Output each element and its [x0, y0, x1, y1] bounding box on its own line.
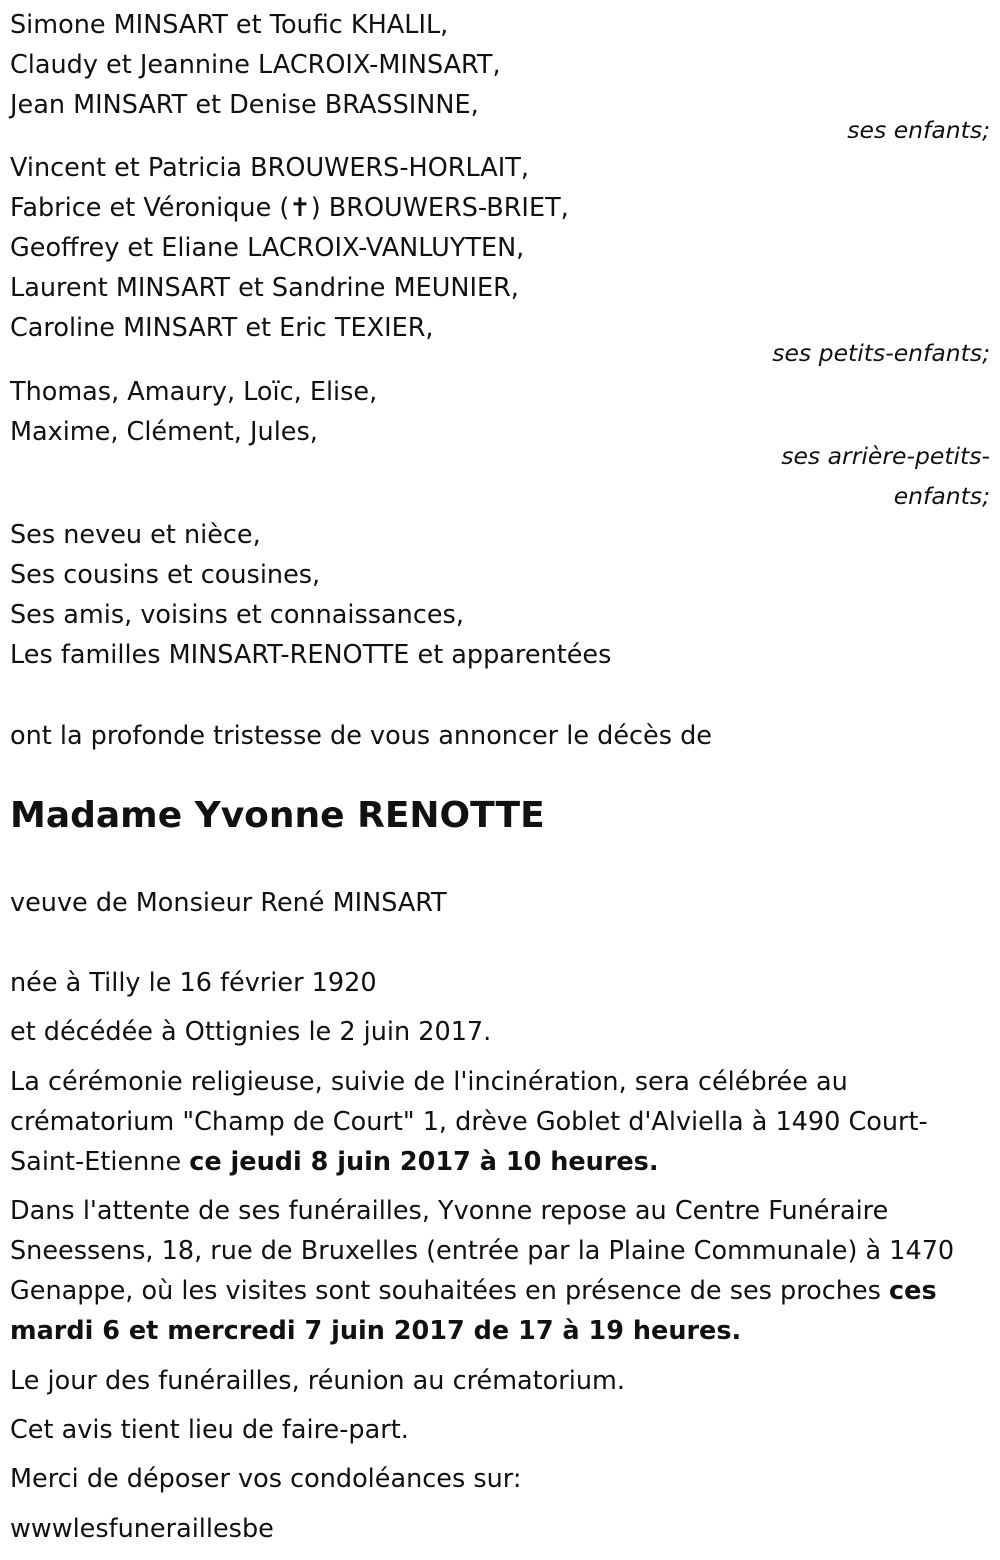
grandchildren-list — [10, 148, 990, 348]
grandchildren-role: ses petits-enfants; — [772, 339, 990, 367]
great-grandchildren-role-line1: ses arrière-petits- — [781, 442, 990, 470]
children-role: ses enfants; — [847, 116, 990, 144]
condolences-text: Merci de déposer vos condoléances sur: — [10, 1464, 522, 1494]
grandchildren-line: Fabrice et Véronique (✝) BROUWERS-BRIET, — [10, 193, 569, 223]
great-grandchildren-line: Thomas, Amaury, Loïc, Elise, — [10, 377, 378, 407]
website — [10, 1509, 990, 1549]
visits-paragraph — [10, 1191, 990, 1351]
condolences — [10, 1459, 990, 1499]
others-line: Ses cousins et cousines, — [10, 560, 321, 590]
website-link[interactable]: wwwlesfuneraillesbe — [10, 1514, 274, 1544]
others-line: Les familles MINSART-RENOTTE et apparentées — [10, 640, 612, 670]
meeting — [10, 1361, 990, 1401]
birth-date — [10, 963, 990, 1003]
others-list — [10, 515, 990, 675]
visits-datetime: ces mardi 6 et mercredi 7 juin 2017 de 17 à 19 heures. — [10, 1276, 937, 1346]
grandchildren-line: Geoffrey et Eliane LACROIX-VANLUYTEN, — [10, 233, 525, 263]
deceased-name: Madame Yvonne RENOTTE — [10, 795, 545, 836]
widow-of — [10, 883, 990, 923]
grandchildren-line: Vincent et Patricia BROUWERS-HORLAIT, — [10, 153, 529, 183]
children-line: Simone MINSART et Toufic KHALIL, — [10, 10, 449, 40]
others-line: Ses amis, voisins et connaissances, — [10, 600, 464, 630]
ceremony-datetime: ce jeudi 8 juin 2017 à 10 heures. — [189, 1147, 659, 1177]
meeting-text: Le jour des funérailles, réunion au crématorium. — [10, 1366, 625, 1396]
others-line: Ses neveu et nièce, — [10, 520, 261, 550]
death-text: et décédée à Ottignies le 2 juin 2017. — [10, 1017, 492, 1047]
widow-of-text: veuve de Monsieur René MINSART — [10, 888, 447, 918]
children-list — [10, 5, 990, 125]
grandchildren-line: Caroline MINSART et Eric TEXIER, — [10, 313, 434, 343]
announcement-text: ont la profonde tristesse de vous annoncer le décès de — [10, 721, 712, 751]
grandchildren-line: Laurent MINSART et Sandrine MEUNIER, — [10, 273, 519, 303]
announcement — [10, 716, 990, 756]
visits-text: Dans l'attente de ses funérailles, Yvonne repose au Centre Funéraire Sneessens, 18, rue de Bruxelles (entrée par la Plaine Communale) à 1470 Genappe, où les visites sont souhaitées en présence de ses proches — [10, 1196, 955, 1306]
children-line: Jean MINSART et Denise BRASSINNE, — [10, 90, 479, 120]
notice — [10, 1410, 990, 1450]
ceremony-paragraph — [10, 1062, 990, 1182]
notice-text: Cet avis tient lieu de faire-part. — [10, 1415, 409, 1445]
death-date — [10, 1012, 990, 1052]
children-line: Claudy et Jeannine LACROIX-MINSART, — [10, 50, 501, 80]
great-grandchildren-role-line2: enfants; — [893, 482, 990, 510]
ceremony-text: La cérémonie religieuse, suivie de l'incinération, sera célébrée au crématorium "Champ de Court" 1, drève Goblet d'Alviella à 1490 Court-Saint-Etienne — [10, 1067, 928, 1177]
birth-text: née à Tilly le 16 février 1920 — [10, 968, 377, 998]
great-grandchildren-line: Maxime, Clément, Jules, — [10, 417, 318, 447]
